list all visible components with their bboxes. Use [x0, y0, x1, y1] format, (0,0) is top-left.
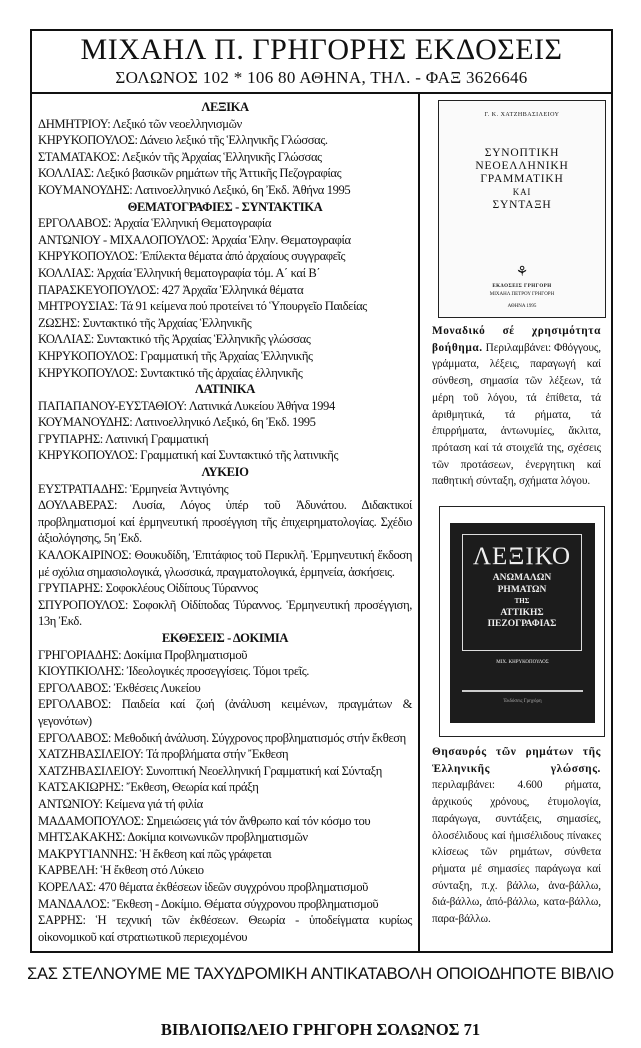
catalog-entry — [38, 165, 412, 182]
entry-title: Λυσία, Λόγος ὑπέρ τοῦ Ἀδυνάτου. Διδακτικοί προβληματισμοί καί ἑρμηνευτική προσέγγιση τῆς ἐπιχειρηματολογίας. Σχέδιο ἀξιολόγησης, 5η Ἐκδ. — [38, 498, 412, 546]
section-heading: ΘΕΜΑΤΟΓΡΑΦΙΕΣ - ΣΥΝΤΑΚΤΙΚΑ — [127, 199, 323, 214]
advertisement-frame — [30, 29, 613, 953]
book1-description — [432, 323, 601, 490]
entry-author: ΔΟΥΛΑΒΕΡΑΣ: — [38, 498, 118, 513]
catalog-entry — [38, 132, 412, 149]
entry-title: Λεξικό βασικῶν ρημάτων τῆς Ἀττικῆς Πεζογραφίας — [95, 166, 342, 181]
catalog-entry — [38, 746, 412, 763]
catalog-entry — [38, 580, 412, 597]
catalog-entry — [38, 248, 412, 265]
catalog-entry — [38, 829, 412, 846]
cover-dark — [450, 523, 595, 723]
entry-title: Ἀρχαία Ἑλληνική θεματογραφία τόμ. Α΄ καί Β΄ — [96, 265, 321, 280]
entry-title: 470 θέματα ἐκθέσεων ἰδεῶν συγχρόνου προβληματισμοῦ — [98, 879, 368, 894]
publisher-address: ΣΟΛΩΝΟΣ 102 * 106 80 ΑΘΗΝΑ, ΤΗΛ. - ΦΑΞ 3626646 — [115, 68, 528, 87]
entry-author: ΧΑΤΖΗΒΑΣΙΛΕΙΟΥ: — [38, 747, 144, 762]
entry-author: ΕΡΓΟΛΑΒΟΣ: — [38, 697, 112, 712]
entry-author: ΕΡΓΟΛΑΒΟΣ: — [38, 730, 112, 745]
entry-author: ΕΥΣΤΡΑΤΙΑΔΗΣ: — [38, 481, 128, 496]
entry-author: ΜΑΝΔΑΛΟΣ: — [38, 896, 110, 911]
entry-author: ΧΑΤΖΗΒΑΣΙΛΕΙΟΥ: — [38, 763, 144, 778]
catalog-entry — [38, 348, 412, 365]
section-heading: ΛΥΚΕΙΟ — [201, 465, 249, 480]
header — [32, 31, 611, 94]
catalog-entry — [38, 215, 412, 232]
entry-title: Ἡ ἔκθεση καί πῶς γράφεται — [139, 846, 272, 861]
catalog-entry — [38, 414, 412, 431]
entry-author: ΚΗΡΥΚΟΠΟΥΛΟΣ: — [38, 348, 138, 363]
entry-author: ΚΗΡΥΚΟΠΟΥΛΟΣ: — [38, 133, 138, 148]
catalog-entry — [38, 315, 412, 332]
entry-author: ΚΑΡΒΕΛΗ: — [38, 863, 98, 878]
book-cover-grammar — [438, 100, 606, 318]
entry-title: Σημειώσεις γιά τόν ἄνθρωπο καί τόν κόσμο του — [146, 813, 371, 828]
entry-title: Συντακτικό τῆς Ἀρχαίας Ἑλληνικῆς γλώσσας — [96, 332, 311, 347]
catalog-entry — [38, 265, 412, 282]
catalog-entry — [38, 912, 412, 945]
cover-title-line: ΚΑΙ — [512, 187, 532, 197]
cover-subtitle-line: ΡΗΜΑΤΩΝ — [497, 584, 547, 595]
catalog-entry — [38, 497, 412, 547]
entry-author: ΚΟΥΜΑΝΟΥΔΗΣ: — [38, 182, 133, 197]
entry-title: Ἀρχαία Ἑλην. Θεματογραφία — [211, 232, 351, 247]
catalog-entry — [38, 481, 412, 498]
book1-desc-text: Περιλαμβάνει: Φθόγγους, γράμματα, λέξεις, παραγωγή καί σύνθεση, σημασία τῶν λέξεων, τά μέρη τοῦ λόγου, τά ἐπίθετα, τά ἀριθμητικά, τά ρήματα, τά ἐπιρρήματα, ἀντωνυμίες, ἄκλιτα, πρόταση καί τά στοιχεῖά της, σχέσεις τῶν προτάσεων, ἐνεργητικη καί παθητική σύνταξη, σχήματα λόγου. — [432, 341, 601, 488]
section-heading: ΛΑΤΙΝΙΚΑ — [195, 382, 255, 397]
catalog-entry — [38, 298, 412, 315]
entry-author: ΠΑΠΑΠΑΝΟΥ-ΕΥΣΤΑΘΙΟΥ: — [38, 398, 187, 413]
entry-author: ΚΟΛΛΙΑΣ: — [38, 166, 94, 181]
cover-author: Γ. Κ. ΧΑΤΖΗΒΑΣΙΛΕΙΟΥ — [484, 112, 560, 118]
entry-author: ΚΗΡΥΚΟΠΟΥΛΟΣ: — [38, 448, 138, 463]
book2-desc-text: περιλαμβάνει: 4.600 ρήματα, ἀρχικούς χρόνους, ἐτυμολογία, παράγωγα, συντάξεις, σημασίες, ὁλοσέλιδους καί ἡμισέλιδους πίνακες κλίσεως τῶν ρημάτων, σύνθετα ρήματα μέ σημασίες παράγωγα καί σύνταξη, π.χ. βάλλω, ἀνα-βάλλω, διά-βάλλω, ἀπό-βάλλω, κατα-βάλλω, παρα-βάλλω. — [432, 779, 601, 926]
entry-title: Συντακτικό τῆς Ἀρχαίας Ἑλληνικῆς — [82, 315, 252, 330]
catalog-entry — [38, 779, 412, 796]
entry-title: Λεξικόν τῆς Ἀρχαίας Ἑλληνικῆς Γλώσσας — [121, 149, 322, 164]
cover-inner-frame — [462, 534, 582, 651]
entry-author: ΓΡΥΠΑΡΗΣ: — [38, 581, 103, 596]
entry-title: Τά 91 κείμενα πού προτείνει τό Ὑπουργεῖο Παιδείας — [120, 299, 367, 314]
entry-title: 427 Ἀρχαῖα Ἑλληνικά θέματα — [161, 282, 304, 297]
entry-title: Λατινικά Λυκείου Ἀθήνα 1994 — [188, 398, 335, 413]
entry-title: Μεθοδική ἀνάλυση. Σύγχρονος προβληματισμός στήν ἔκθεση — [113, 730, 406, 745]
entry-author: ΕΡΓΟΛΑΒΟΣ: — [38, 680, 112, 695]
entry-author: ΚΗΡΥΚΟΠΟΥΛΟΣ: — [38, 249, 138, 264]
cover-publisher — [439, 265, 605, 311]
entry-title: Συντακτικό τῆς ἀρχαίας ἑλληνικῆς — [140, 365, 303, 380]
book2-desc-bold: Θησαυρός τῶν ρημάτων τῆς Ἑλληνικῆς γλώσσης. — [432, 746, 601, 775]
catalog-entry — [38, 447, 412, 464]
cover-title-line: ΣΥΝΟΠΤΙΚΗ — [484, 147, 560, 159]
section-heading: ΛΕΞΙΚΑ — [201, 100, 249, 114]
entry-author: ΕΡΓΟΛΑΒΟΣ: — [38, 216, 112, 231]
catalog-entry — [38, 398, 412, 415]
entry-author: ΑΝΤΩΝΙΟΥ: — [38, 796, 103, 811]
entry-title: Ἔκθεση, Θεωρία καί πράξη — [126, 780, 259, 795]
entry-author: ΜΗΤΡΟΥΣΙΑΣ: — [38, 299, 118, 314]
book2-description — [432, 744, 601, 928]
entry-author: ΜΑΚΡΥΓΙΑΝΝΗΣ: — [38, 846, 137, 861]
book-catalog-list — [32, 94, 420, 951]
catalog-entry — [38, 813, 412, 830]
catalog-entry — [38, 846, 412, 863]
cover-subtitle-line: ΠΕΖΟΓΡΑΦΙΑΣ — [487, 619, 557, 629]
catalog-entry — [38, 232, 412, 249]
entry-title: Ἡ ἔκθεση στό Λύκειο — [100, 863, 204, 878]
catalog-entry — [38, 680, 412, 697]
entry-author: ΠΑΡΑΣΚΕΥΟΠΟΥΛΟΣ: — [38, 282, 160, 297]
catalog-entry — [38, 796, 412, 813]
book-cover-lexicon — [439, 506, 605, 737]
cover-title-line: ΝΕΟΕΛΛΗΝΙΚΗ — [475, 160, 569, 172]
catalog-entry — [38, 547, 412, 580]
catalog-entry — [38, 663, 412, 680]
cover-title-line: ΓΡΑΜΜΑΤΙΚΗ — [480, 173, 564, 185]
entry-title: Ἐκθέσεις Λυκείου — [113, 680, 201, 695]
entry-author: ΓΡΗΓΟΡΙΑΔΗΣ: — [38, 647, 122, 662]
entry-author: ΚΑΤΣΑΚΙΩΡΗΣ: — [38, 780, 124, 795]
entry-author: ΜΑΔΑΜΟΠΟΥΛΟΣ: — [38, 813, 144, 828]
cover-subtitle-line: ΑΝΩΜΑΛΩΝ — [492, 573, 552, 583]
entry-title: Τά προβλήματα στήν Ἔκθεση — [145, 747, 289, 762]
catalog-entry — [38, 730, 412, 747]
cover-title — [439, 147, 605, 212]
cover-publisher-name: ΕΚΔΟΣΕΙΣ ΓΡΗΓΟΡΗ — [492, 284, 552, 289]
catalog-entry — [38, 879, 412, 896]
catalog-entry — [38, 431, 412, 448]
entry-author: ΚΑΛΟΚΑΙΡΙΝΟΣ: — [38, 548, 132, 563]
publisher-logo-icon: ⚘ — [515, 265, 529, 280]
cover-title-line: ΣΥΝΤΑΞΗ — [492, 199, 552, 211]
entry-title: Ἰδεολογικές προσεγγίσεις. Τόμοι τρεῖς. — [126, 664, 310, 679]
entry-author: ΚΗΡΥΚΟΠΟΥΛΟΣ: — [38, 365, 138, 380]
catalog-entry — [38, 862, 412, 879]
bookstore-address: ΒΙΒΛΙΟΠΩΛΕΙΟ ΓΡΗΓΟΡΗ ΣΟΛΩΝΟΣ 71 — [160, 1020, 481, 1040]
catalog-entry — [38, 282, 412, 299]
entry-author: ΚΟΥΜΑΝΟΥΔΗΣ: — [38, 415, 133, 430]
entry-title: Δοκίμια Προβληματισμοῦ — [123, 647, 248, 662]
entry-title: Ἐπίλεκτα θέματα ἀπό ἀρχαίους συγγραφεῖς — [140, 249, 346, 264]
catalog-entry — [38, 647, 412, 664]
catalog-entry — [38, 763, 412, 780]
entry-author: ΜΗΤΣΑΚΑΚΗΣ: — [38, 830, 126, 845]
entry-author: ΚΙΟΥΠΚΙΟΛΗΣ: — [38, 664, 124, 679]
entry-title: Δοκίμια κοινωνικῶν προβληματισμῶν — [127, 830, 308, 845]
mail-order-notice: ΣΑΣ ΣΤΕΛΝΟΥΜΕ ΜΕ ΤΑΧΥΔΡΟΜΙΚΗ ΑΝΤΙΚΑΤΑΒΟΛΗ ΟΠΟΙΟΔΗΠΟΤΕ ΒΙΒΛΙΟ — [27, 965, 614, 984]
entry-title: Ἀρχαία Ἑλληνική Θεματογραφία — [113, 216, 272, 231]
entry-title: Γραμματική καί Συντακτικό τῆς λατινικῆς — [140, 448, 339, 463]
catalog-entry — [38, 896, 412, 913]
catalog-entry — [38, 331, 412, 348]
entry-title: Σοφοκλέους Οἰδίπους Τύραννος — [105, 581, 258, 596]
entry-title: Λεξικό τῶν νεοελληνισμῶν — [112, 116, 242, 131]
entry-title: Παιδεία καί ζωή (ἀνάλυση κειμένων, πραγμάτων & γεγονότων) — [38, 697, 412, 728]
entry-author: ΚΟΛΛΙΑΣ: — [38, 332, 94, 347]
entry-author: ΚΟΡΕΛΑΣ: — [38, 879, 96, 894]
entry-author: ΑΝΤΩΝΙΟΥ - ΜΙΧΑΛΟΠΟΥΛΟΣ: — [38, 232, 209, 247]
cover-publisher: Ἐκδόσεις Γρηγόρη — [503, 699, 542, 704]
entry-title: Λατινοελληνικό Λεξικό, 6η Ἐκδ. Ἀθήνα 1995 — [134, 182, 351, 197]
publisher-title: ΜΙΧΑΗΛ Π. ΓΡΗΓΟΡΗΣ ΕΚΔΟΣΕΙΣ — [80, 33, 563, 66]
cover-publisher-name2: ΜΙΧΑΗΛ ΠΕΤΡΟΥ ΓΡΗΓΟΡΗ — [489, 292, 555, 297]
catalog-entry — [38, 696, 412, 729]
entry-title: Σοφοκλῆ Οἰδίποδας Τύραννος. Ἑρμηνευτική προσέγγιση, 13η Ἐκδ. — [38, 597, 413, 629]
entry-title: Δάνειο λεξικό τῆς Ἑλληνικῆς Γλώσσας. — [139, 133, 328, 148]
catalog-entry — [38, 597, 412, 630]
cover-title: ΛΕΞΙΚΟ — [472, 543, 572, 570]
entry-title: Θουκυδίδη, Ἐπιτάφιος τοῦ Περικλῆ. Ἑρμηνευτική ἔκδοση μέ σχόλια σημασιολογικά, γλωσσικά, πραγματολογικά, ἑρμηνεία, ἀσκήσεις. — [38, 548, 412, 579]
entry-author: ΓΡΥΠΑΡΗΣ: — [38, 431, 103, 446]
catalog-entry — [38, 116, 412, 133]
entry-author: ΖΩΣΗΣ: — [38, 315, 80, 330]
entry-author: ΣΠΥΡΟΠΟΥΛΟΣ: — [38, 597, 128, 612]
cover-author: ΜΙΧ. ΚΗΡΥΚΟΠΟΥΛΟΣ — [496, 660, 549, 665]
entry-author: ΣΤΑΜΑΤΑΚΟΣ: — [38, 149, 120, 164]
entry-title: Λατινοελληνικό Λεξικό, 6η Ἐκδ. 1995 — [134, 415, 316, 430]
section-heading: ΕΚΘΕΣΕΙΣ - ΔΟΚΙΜΙΑ — [161, 631, 289, 645]
entry-title: Ἑρμηνεία Ἀντιγόνης — [129, 481, 229, 496]
catalog-entry — [38, 149, 412, 166]
entry-title: Ἡ τεχνική τῶν ἐκθέσεων. Θεωρία - ὑποδείγματα κυρίως οἰκονομικοῦ καί στρατιωτικοῦ περιεχομένου — [38, 913, 413, 944]
cover-divider — [462, 690, 583, 692]
catalog-entry — [38, 182, 412, 199]
entry-author: ΣΑΡΡΗΣ: — [38, 913, 86, 928]
entry-author: ΔΗΜΗΤΡΙΟΥ: — [38, 116, 111, 131]
featured-books — [420, 94, 611, 951]
entry-title: Κείμενα γιά τή φιλία — [105, 796, 203, 811]
entry-title: Γραμματική τῆς Ἀρχαίας Ἑλληνικῆς — [140, 348, 313, 363]
cover-subtitle — [463, 573, 581, 631]
book1-desc-bold: Μοναδικό σέ χρησιμότητα βοήθημα. — [432, 325, 601, 354]
entry-title: Ἔκθεση - Δοκίμιο. Θέματα σύγχρονου προβληματισμοῦ — [112, 896, 379, 911]
cover-subtitle-line: ΤΗΣ — [514, 597, 530, 605]
cover-subtitle-line: ΑΤΤΙΚΗΣ — [500, 607, 544, 618]
entry-title: Λατινική Γραμματική — [104, 431, 209, 446]
cover-place: ΑΘΗΝΑ 1995 — [507, 304, 537, 309]
entry-author: ΚΟΛΛΙΑΣ: — [38, 265, 94, 280]
catalog-entry — [38, 365, 412, 382]
entry-title: Συνοπτική Νεοελληνική Γραμματική καί Σύνταξη — [146, 763, 382, 778]
